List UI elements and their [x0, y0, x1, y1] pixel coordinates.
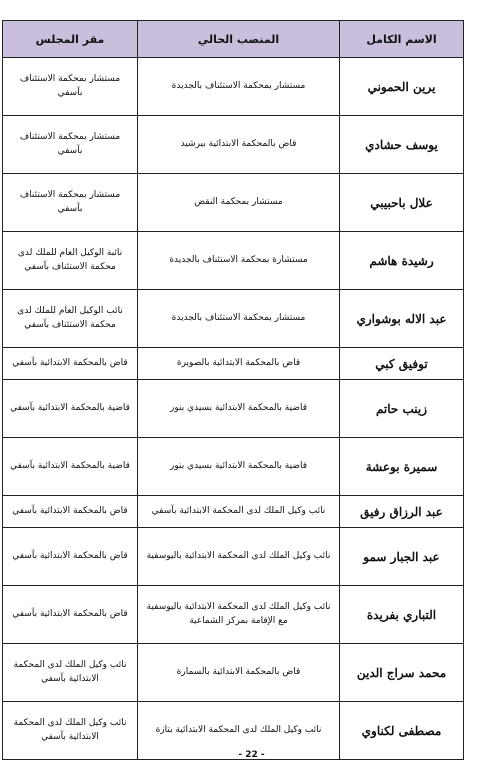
cell-current-position: نائب وكيل الملك لدى المحكمة الابتدائية باليوسفية مع الإقامة بمركز الشماعية	[138, 586, 340, 644]
cell-council-seat: قاض بالمحكمة الابتدائية بآسفي	[3, 496, 138, 528]
table-row	[3, 174, 464, 232]
cell-full-name: عبد الرزاق رفيق	[340, 496, 464, 528]
cell-full-name: يرين الحموني	[340, 58, 464, 116]
cell-current-position: نائب وكيل الملك لدى المحكمة الابتدائية باليوسفية	[138, 528, 340, 586]
cell-council-seat: مستشار بمحكمة الاستئناف بآسفي	[3, 58, 138, 116]
cell-council-seat: مستشار بمحكمة الاستئناف بآسفي	[3, 116, 138, 174]
cell-full-name: توفيق كبي	[340, 348, 464, 380]
appointments-table	[2, 20, 464, 760]
table-row	[3, 58, 464, 116]
cell-council-seat: قاضية بالمحكمة الابتدائية بآسفي	[3, 438, 138, 496]
cell-full-name: التباري بفريدة	[340, 586, 464, 644]
cell-current-position: نائب وكيل الملك لدى المحكمة الابتدائية بتازة	[138, 702, 340, 760]
table-row	[3, 528, 464, 586]
table-row	[3, 438, 464, 496]
table-row	[3, 644, 464, 702]
cell-current-position: قاضية بالمحكمة الابتدائية بسيدي بنور	[138, 380, 340, 438]
cell-full-name: محمد سراج الدين	[340, 644, 464, 702]
cell-council-seat: نائب وكيل الملك لدى المحكمة الابتدائية بآسفي	[3, 702, 138, 760]
table-row	[3, 116, 464, 174]
cell-council-seat: نائب الوكيل العام للملك لدى محكمة الاستئناف بآسفي	[3, 290, 138, 348]
page-number: - 22 -	[238, 750, 265, 760]
cell-current-position: قاض بالمحكمة الابتدائية بالسمارة	[138, 644, 340, 702]
table-header-row	[3, 21, 464, 58]
table-row	[3, 380, 464, 438]
cell-council-seat: قاض بالمحكمة الابتدائية بآسفي	[3, 348, 138, 380]
cell-current-position: نائب وكيل الملك لدى المحكمة الابتدائية بآسفي	[138, 496, 340, 528]
cell-current-position: مستشار بمحكمة الاستئناف بالجديدة	[138, 58, 340, 116]
cell-full-name: سميرة بوعشة	[340, 438, 464, 496]
cell-council-seat: قاضية بالمحكمة الابتدائية بآسفي	[3, 380, 138, 438]
header-current-position: المنصب الحالي	[138, 21, 340, 58]
cell-full-name: علال باحبيبي	[340, 174, 464, 232]
cell-current-position: قاض بالمحكمة الابتدائية بيرشيد	[138, 116, 340, 174]
table-row	[3, 232, 464, 290]
header-council-seat: مقر المجلس	[3, 21, 138, 58]
cell-current-position: قاضية بالمحكمة الابتدائية بسيدي بنور	[138, 438, 340, 496]
cell-full-name: عبد الاله بوشواري	[340, 290, 464, 348]
cell-current-position: قاض بالمحكمة الابتدائية بالصويرة	[138, 348, 340, 380]
cell-full-name: رشيدة هاشم	[340, 232, 464, 290]
cell-full-name: مصطفى لكناوي	[340, 702, 464, 760]
cell-council-seat: نائبة الوكيل العام للملك لدى محكمة الاستئناف بآسفي	[3, 232, 138, 290]
cell-council-seat: قاض بالمحكمة الابتدائية بآسفي	[3, 528, 138, 586]
cell-current-position: مستشار بمحكمة النقض	[138, 174, 340, 232]
table-row	[3, 586, 464, 644]
table-row	[3, 496, 464, 528]
table-row	[3, 290, 464, 348]
cell-full-name: زينب حاتم	[340, 380, 464, 438]
cell-council-seat: قاض بالمحكمة الابتدائية بآسفي	[3, 586, 138, 644]
cell-council-seat: مستشار بمحكمة الاستئناف بآسفي	[3, 174, 138, 232]
cell-current-position: مستشار بمحكمة الاستئناف بالجديدة	[138, 290, 340, 348]
header-full-name: الاسم الكامل	[340, 21, 464, 58]
cell-full-name: عبد الجبار سمو	[340, 528, 464, 586]
cell-current-position: مستشارة بمحكمة الاستئناف بالجديدة	[138, 232, 340, 290]
table-row	[3, 348, 464, 380]
cell-council-seat: نائب وكيل الملك لدى المحكمة الابتدائية بآسفي	[3, 644, 138, 702]
cell-full-name: يوسف حشادي	[340, 116, 464, 174]
